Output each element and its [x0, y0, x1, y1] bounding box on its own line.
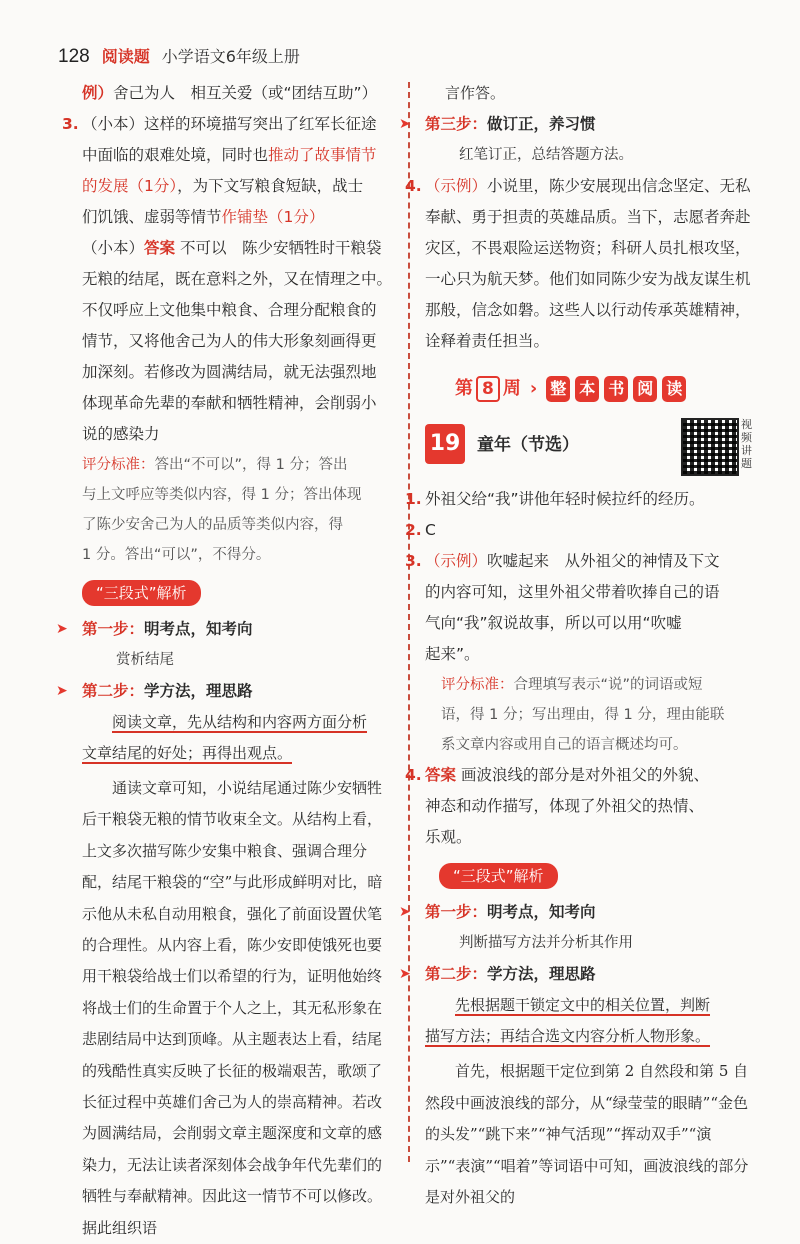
- step-3: ➤ 第三步：做订正，养习惯: [425, 109, 755, 140]
- step-2-method: 阅读文章，先从结构和内容两方面分析: [112, 713, 368, 731]
- column-divider: [408, 82, 410, 1162]
- banner-tile: 读: [662, 376, 686, 402]
- scoring-criteria-right: 评分标准：合理填写表示“说”的词语或短 语，得 1 分；写出理由，得 1 分，理由能联 系文章内容或用自己的语言概述均可。: [441, 677, 725, 754]
- banner-tile: 书: [604, 376, 628, 402]
- step-1-right-detail: 判断描写方法并分析其作用: [459, 935, 633, 952]
- lesson-header: [425, 418, 755, 480]
- chevron-right-icon: ›: [529, 378, 538, 400]
- arrow-icon: ➤: [399, 904, 411, 921]
- page-number: 128: [58, 46, 90, 67]
- answer-4-right: 4. 答案 画波浪线的部分是对外祖父的外貌、 神态和动作描写，体现了外祖父的热情、 乐观。: [405, 766, 709, 847]
- step-3-detail: 红笔订正，总结答题方法。: [459, 147, 633, 164]
- analysis-tag-right: “三段式”解析: [439, 863, 558, 889]
- step-2-right: ➤ 第二步：学方法，理思路: [425, 959, 755, 990]
- video-label: 视频讲题: [741, 418, 752, 471]
- step-1-detail: 赏析结尾: [116, 652, 174, 668]
- banner-tile: 阅: [633, 376, 657, 402]
- week-banner: 第 8 周 › 整 本 书 阅 读: [455, 373, 755, 404]
- left-column: 例）舍己为人 相互关爱（或“团结互助”） 3. （小本）这样的环境描写突出了红军长征途 中面临的艰难处境，同时也推动了故事情节 的发展（1分），为下文写粮食短缺，战士 们饥饿、虚弱等情节作铺垫（1分） （小本）答案 不可以 陈少安牺牲时干粮袋 无粮的结尾，既在意料之外，又在情理之中。 不仅呼应上文他集中粮食、合理分配粮食的 情节，又将他舍己为人的伟大形象刻画得更 加深刻。若修改为圆满结局，就无法强烈地 体现革命先辈的奉献和牺牲精神，会削弱小 说的感染力 评分标准：答出“不可以”，得 1 分；答出 与上文呼应等类似内容，得 1 分；答出体现 了陈少安舍己为人的品质等类似内容，得 1 分。答出“可以”，不得分。 “三段式”解析 ➤ 第一步：明考点，知考向 赏析结尾 ➤ 第二步：学方法，理思路 阅读文章，先从结构和内容两方面分析 文章结尾的好处；再得出观点。 通读文章可知，小说结尾通过陈少安牺牲后干粮袋无粮的情节收束全文。从结构上看，上文多次描写陈少安集中粮食、强调合理分配，结尾干粮袋的“空”与此形成鲜明对比，暗示他从未私自动用粮食，强化了前面设置伏笔的合理性。从内容上看，陈少安即使饿死也要用干粮袋给战士们以希望的行为，证明他始终将战士们的生命置于个人之上，其无私形象在悲剧结局中达到顶峰。从主题表达上看，结尾的残酷性真实反映了长征的极端艰苦，歌颂了长征过程中英雄们舍己为人的崇高精神。若改为圆满结局，会削弱文章主题深度和文章的感染力，无法让读者深刻体会战争年代先辈们的牺牲与奉献精神。因此这一情节不可以修改。据此组织语: [82, 78, 394, 1244]
- arrow-icon: ➤: [399, 116, 411, 133]
- answer-2: 2. C: [405, 521, 436, 540]
- book-title: 阅读题: [101, 47, 150, 66]
- continued-text: 言作答。: [445, 84, 506, 102]
- analysis-paragraph-right: 首先，根据题干定位到第 2 自然段和第 5 自然段中画波浪线的部分，从“绿莹莹的眼睛”“金色的头发”“跳下来”“神气活现”“挥动双手”“演示”“表演”“唱着”等词语中可知，画波浪线的部分是对外祖父的: [425, 1062, 749, 1207]
- analysis-paragraph: 通读文章可知，小说结尾通过陈少安牺牲后干粮袋无粮的情节收束全文。从结构上看，上文多次描写陈少安集中粮食、强调合理分配，结尾干粮袋的“空”与此形成鲜明对比，暗示他从未私自动用粮食，强化了前面设置伏笔的合理性。从内容上看，陈少安即使饿死也要用干粮袋给战士们以希望的行为，证明他始终将战士们的生命置于个人之上，其无私形象在悲剧结局中达到顶峰。从主题表达上看，结尾的残酷性真实反映了长征的极端艰苦，歌颂了长征过程中英雄们舍己为人的崇高精神。若改为圆满结局，会削弱文章主题深度和文章的感染力，无法让读者深刻体会战争年代先辈们的牺牲与奉献精神。因此这一情节不可以修改。据此组织语: [82, 779, 383, 1237]
- arrow-icon: ➤: [399, 966, 411, 983]
- banner-tile: 本: [575, 376, 599, 402]
- analysis-tag: “三段式”解析: [82, 580, 201, 606]
- lesson-number: 19: [425, 424, 465, 464]
- lesson-title: 童年（节选）: [477, 435, 579, 456]
- arrow-icon: ➤: [56, 683, 68, 699]
- qr-code-icon[interactable]: [681, 418, 739, 476]
- arrow-icon: ➤: [56, 621, 68, 637]
- answer-3: 3. （小本）这样的环境描写突出了红军长征途 中面临的艰难处境，同时也推动了故事情节 的发展（1分），为下文写粮食短缺，战士 们饥饿、虚弱等情节作铺垫（1分） （小本）答案 不可以 陈少安牺牲时干粮袋 无粮的结尾，既在意料之外，又在情理之中。 不仅呼应上文他集中粮食、合理分配粮食的 情节，又将他舍己为人的伟大形象刻画得更 加深刻。若修改为圆满结局，就无法强烈地 体现革命先辈的奉献和牺牲精神，会削弱小 说的感染力: [82, 109, 394, 450]
- step-1: ➤ 第一步：明考点，知考向: [82, 614, 394, 645]
- answer-top-line: 例）舍己为人 相互关爱（或“团结互助”）: [82, 84, 378, 102]
- answer-4: 4. （示例）小说里，陈少安展现出信念坚定、无私奉献、勇于担责的英雄品质。当下，志愿者奔赴灾区，不畏艰险运送物资；科研人员扎根攻坚，一心只为航天梦。他们如同陈少安为战友谋生机那般，信念如磐。这些人以行动传承英雄精神，诠释着责任担当。: [405, 177, 751, 351]
- answer-number: 3.: [62, 115, 79, 133]
- step-2-right-method: 先根据题干锁定文中的相关位置，判断: [455, 996, 711, 1015]
- subject-title: 小学语文6年级上册: [161, 47, 300, 66]
- week-number: 8: [476, 376, 500, 402]
- step-2: ➤ 第二步：学方法，理思路: [82, 676, 394, 707]
- answer-1: 1. 外祖父给“我”讲他年轻时候拉纤的经历。: [405, 490, 705, 509]
- page-header: [58, 44, 300, 74]
- right-column: 言作答。 ➤ 第三步：做订正，养习惯 红笔订正，总结答题方法。 4. （示例）小说里，陈少安展现出信念坚定、无私奉献、勇于担责的英雄品质。当下，志愿者奔赴灾区，不畏艰险运送物资；科研人员扎根攻坚，一心只为航天梦。他们如同陈少安为战友谋生机那般，信念如磐。这些人以行动传承英雄精神，诠释着责任担当。 第 8 周 › 整 本 书 阅 读 19 童年（节选） 视频讲题 1. 外祖父给“我”讲他年轻时候拉纤的经历。 2. C 3. （示例）吹嘘起来 从外祖父的神情及下文 的内容可知，这里外祖父带着吹捧自己的语 气向“我”叙说故事，所以可以用“吹嘘 起来”。 评分标准：合理填写表示“说”的词语或短 语，得 1 分；写出理由，得 1 分，理由能联 系文章内容或用自己的语言概述均可。 4. 答案 画波浪线的部分是对外祖父的外貌、 神态和动作描写，体现了外祖父的热情、 乐观。 “三段式”解析 ➤ 第一步：明考点，知考向 判断描写方法并分析其作用 ➤ 第二步：学方法，理思路 先根据题干锁定文中的相关位置，判断 描写方法；再结合选文内容分析人物形象。 首先，根据题干定位到第 2 自然段和第 5 自然段中画波浪线的部分，从“绿莹莹的眼睛”“金色的头发”“跳下来”“神气活现”“挥动双手”“演示”“表演”“唱着”等词语中可知，画波浪线的部分是对外祖父的: [425, 78, 755, 1213]
- step-1-right: ➤ 第一步：明考点，知考向: [425, 897, 755, 928]
- banner-tile: 整: [546, 376, 570, 402]
- answer-3-right: 3. （示例）吹嘘起来 从外祖父的神情及下文 的内容可知，这里外祖父带着吹捧自己的语 气向“我”叙说故事，所以可以用“吹嘘 起来”。: [405, 552, 720, 664]
- scoring-criteria: 评分标准：答出“不可以”，得 1 分；答出 与上文呼应等类似内容，得 1 分；答出体现 了陈少安舍己为人的品质等类似内容，得 1 分。答出“可以”，不得分。: [82, 457, 362, 563]
